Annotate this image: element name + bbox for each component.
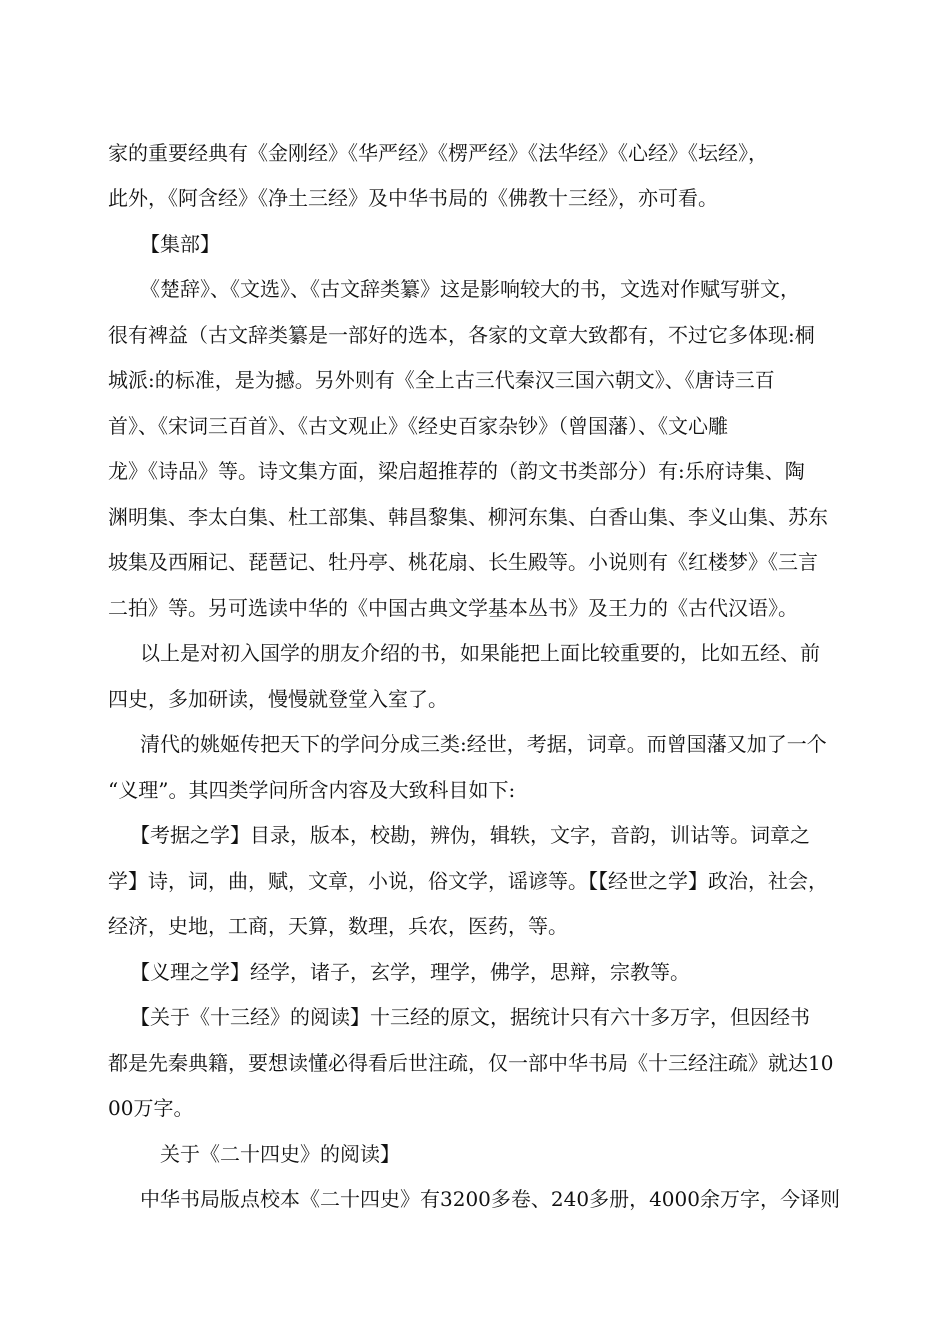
text-line: 学】诗，词，曲，赋，文章，小说，俗文学，谣谚等。【【经世之学】政治，社会， xyxy=(108,869,828,893)
text-line: 二拍》等。另可选读中华的《中国古典文学基本丛书》及王力的《古代汉语》。 xyxy=(108,596,798,620)
text-line: “义理”。其四类学问所含内容及大致科目如下: xyxy=(108,778,516,802)
text-line: 此外，《阿含经》《净土三经》及中华书局的《佛教十三经》，亦可看。 xyxy=(108,186,718,210)
text-line: 很有裨益（古文辞类纂是一部好的选本，各家的文章大致都有，不过它多体现:桐 xyxy=(108,323,815,347)
text-line: 首》、《宋词三百首》、《古文观止》《经史百家杂钞》（曾国藩）、《文心雕 xyxy=(108,414,728,438)
text-line: 【考据之学】目录，版本，校勘，辨伪，辑轶，文字，音韵，训诂等。词章之 xyxy=(130,823,810,847)
text-line: 00万字。 xyxy=(108,1096,194,1120)
section-heading: 【集部】 xyxy=(140,232,220,256)
text-line: 以上是对初入国学的朋友介绍的书，如果能把上面比较重要的，比如五经、前 xyxy=(140,641,820,665)
text-line: 《楚辞》、《文选》、《古文辞类纂》这是影响较大的书，文选对作赋写骈文， xyxy=(140,277,800,301)
text-line: 都是先秦典籍，要想读懂必得看后世注疏，仅一部中华书局《十三经注疏》就达10 xyxy=(108,1051,834,1075)
section-heading: 关于《二十四史》的阅读】 xyxy=(160,1142,400,1166)
text-line: 渊明集、李太白集、杜工部集、韩昌黎集、柳河东集、白香山集、李义山集、苏东 xyxy=(108,505,828,529)
text-line: 【义理之学】经学，诸子，玄学，理学，佛学，思辩，宗教等。 xyxy=(130,960,690,984)
text-line: 家的重要经典有《金刚经》《华严经》《楞严经》《法华经》《心经》《坛经》， xyxy=(108,141,768,165)
text-line: 坡集及西厢记、琵琶记、牡丹亭、桃花扇、长生殿等。小说则有《红楼梦》《三言 xyxy=(108,550,818,574)
text-line: 清代的姚姬传把天下的学问分成三类:经世，考据，词章。而曾国藩又加了一个 xyxy=(140,732,827,756)
text-line: 经济，史地，工商，天算，数理，兵农，医药，等。 xyxy=(108,914,568,938)
text-line: 城派:的标准，是为撼。另外则有《全上古三代秦汉三国六朝文》、《唐诗三百 xyxy=(108,368,775,392)
text-line: 龙》《诗品》等。诗文集方面，梁启超推荐的（韵文书类部分）有:乐府诗集、陶 xyxy=(108,459,805,483)
text-line: 四史，多加研读，慢慢就登堂入室了。 xyxy=(108,687,448,711)
text-line: 中华书局版点校本《二十四史》有3200多卷、240多册，4000余万字，今译则 xyxy=(140,1187,840,1211)
text-line: 【关于《十三经》的阅读】十三经的原文，据统计只有六十多万字，但因经书 xyxy=(130,1005,810,1029)
